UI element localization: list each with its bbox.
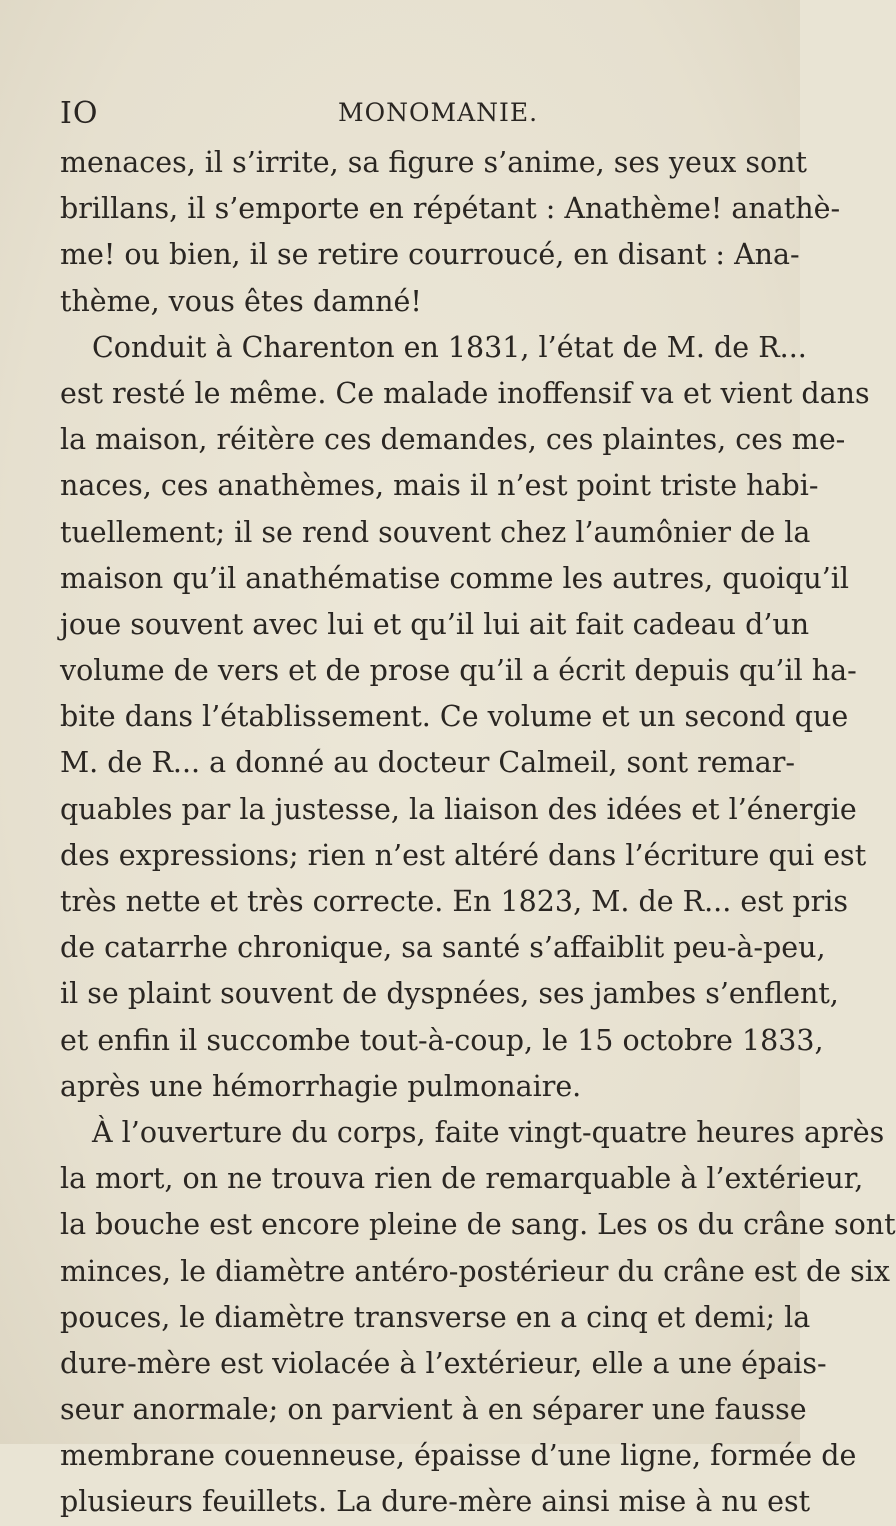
text-line: seur anormale; on parvient à en séparer une fausse — [60, 1393, 807, 1427]
text-line: pouces, le diamètre transverse en a cinq et demi; la — [60, 1300, 811, 1334]
text-line: de catarrhe chronique, sa santé s’affaiblit peu-à-peu, — [60, 931, 826, 965]
text-line: il se plaint souvent de dyspnées, ses jambes s’enflent, — [60, 977, 839, 1011]
text-line: menaces, il s’irrite, sa figure s’anime, ses yeux sont — [60, 146, 807, 179]
text-line: me! ou bien, il se retire courroucé, en disant : Ana- — [60, 238, 800, 272]
text-line: membrane couenneuse, épaisse d’une ligne, formée de — [60, 1439, 857, 1473]
running-head: MONOMANIE. — [338, 98, 539, 127]
text-line: la bouche est encore pleine de sang. Les os du crâne sont — [60, 1208, 896, 1242]
text-line: M. de R... a donné au docteur Calmeil, sont remar- — [60, 746, 795, 780]
text-line: tuellement; il se rend souvent chez l’aumônier de la — [60, 515, 811, 549]
text-line: quables par la justesse, la liaison des idées et l’énergie — [60, 792, 857, 826]
text-line: bite dans l’établissement. Ce volume et un second que — [60, 700, 849, 734]
text-line: Conduit à Charenton en 1831, l’état de M. de R... — [92, 330, 807, 364]
text-line: est resté le même. Ce malade inoffensif va et vient dans — [60, 376, 870, 410]
text-line: thème, vous êtes damné! — [60, 284, 422, 318]
text-line: la mort, on ne trouva rien de remarquable à l’extérieur, — [60, 1162, 864, 1196]
text-line: et enfin il succombe tout-à-coup, le 15 octobre 1833, — [60, 1023, 824, 1057]
text-line: très nette et très correcte. En 1823, M. de R... est pris — [60, 885, 848, 918]
text-line: brillans, il s’emporte en répétant : Anathème! anathè- — [60, 192, 841, 226]
text-line: joue souvent avec lui et qu’il lui ait fait cadeau d’un — [60, 607, 810, 641]
text-line: À l’ouverture du corps, faite vingt-quatre heures après — [92, 1115, 885, 1149]
body-text — [60, 140, 896, 1526]
text-line: naces, ces anathèmes, mais il n’est point triste habi- — [60, 469, 819, 503]
text-line: volume de vers et de prose qu’il a écrit depuis qu’il ha- — [60, 654, 857, 688]
page-header — [60, 96, 740, 136]
text-line: minces, le diamètre antéro-postérieur du crâne est de six — [60, 1254, 890, 1288]
text-line: la maison, réitère ces demandes, ces plaintes, ces me- — [60, 423, 846, 457]
text-line: dure-mère est violacée à l’extérieur, elle a une épais- — [60, 1346, 827, 1380]
text-line: maison qu’il anathématise comme les autres, quoiqu’il — [60, 561, 849, 595]
text-line: après une hémorrhagie pulmonaire. — [60, 1069, 582, 1103]
text-line: des expressions; rien n’est altéré dans l’écriture qui est — [60, 838, 867, 872]
text-line: plusieurs feuillets. La dure-mère ainsi mise à nu est — [60, 1485, 811, 1519]
page-number: IO — [60, 96, 99, 131]
